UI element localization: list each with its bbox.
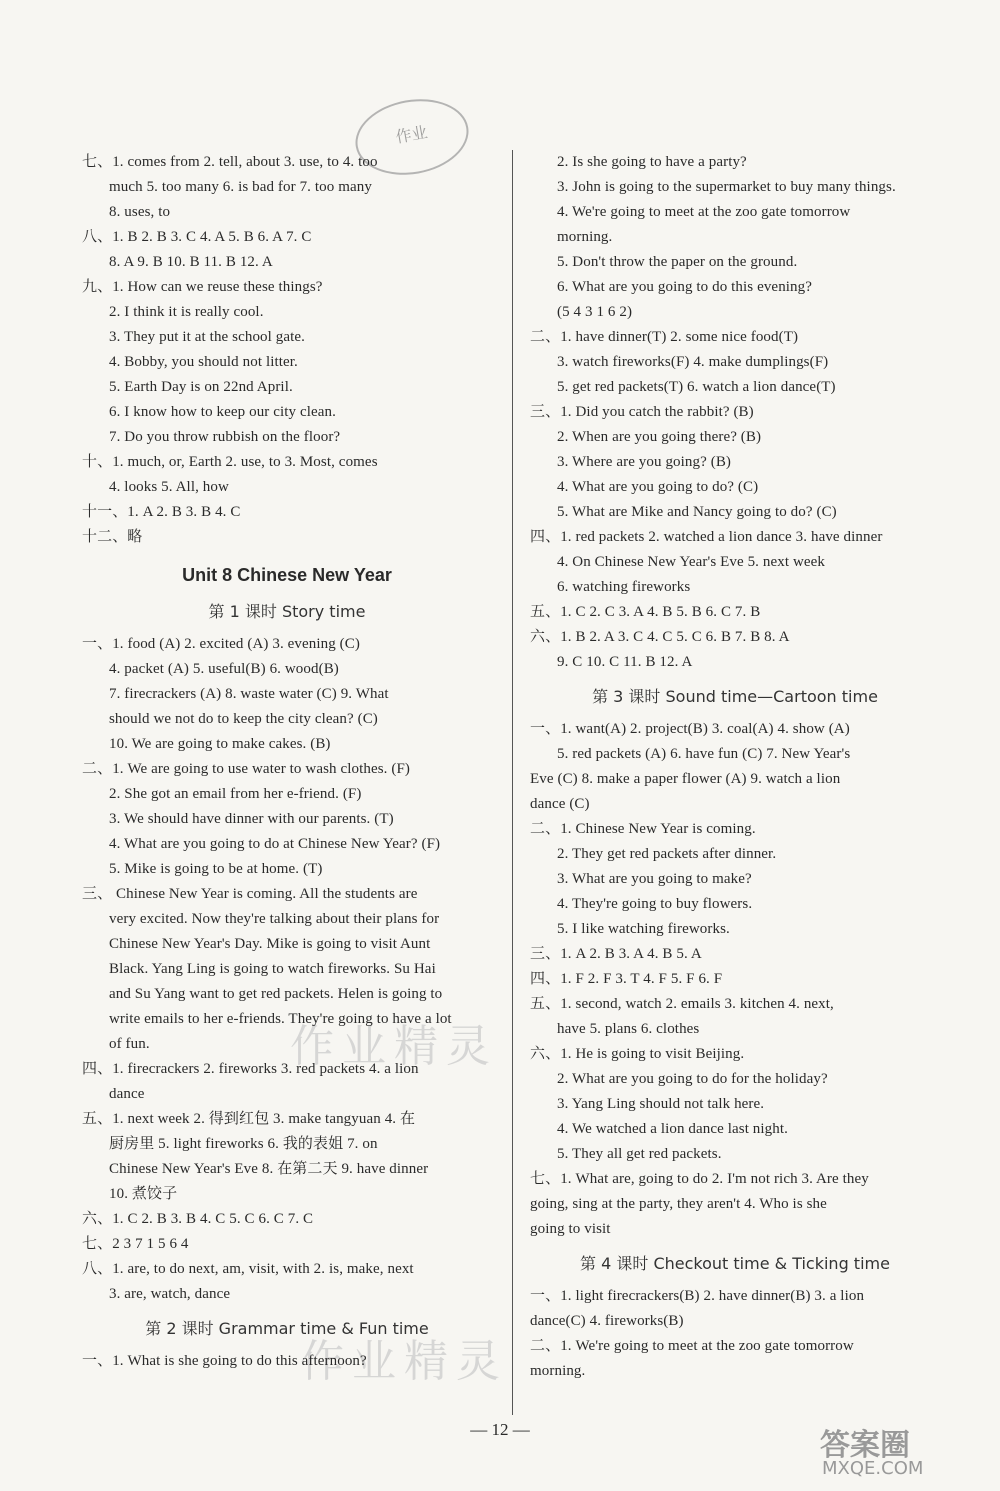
answer-line: 6. What are you going to do this evening?: [557, 279, 813, 295]
answer-line: 五、1. C 2. C 3. A 4. B 5. B 6. C 7. B: [530, 604, 761, 620]
answer-line: 5. red packets (A) 6. have fun (C) 7. New Year's: [557, 746, 851, 762]
answer-line: 4. What are you going to do at Chinese New Year? (F): [109, 836, 441, 852]
unit-title: Unit 8 Chinese New Year: [182, 565, 392, 585]
answer-line: 4. Bobby, you should not litter.: [109, 354, 298, 370]
answer-line: 十、1. much, or, Earth 2. use, to 3. Most, comes: [82, 454, 378, 470]
answer-line: 八、1. are, to do next, am, visit, with 2. is, make, next: [82, 1261, 414, 1277]
answer-line: 3. We should have dinner with our parents. (T): [109, 811, 394, 827]
answer-line: much 5. too many 6. is bad for 7. too many: [109, 179, 372, 195]
answer-line: 3. watch fireworks(F) 4. make dumplings(F): [557, 354, 829, 370]
site-logo: 答案圈: [820, 1428, 910, 1463]
page-number: — 12 —: [470, 1420, 530, 1439]
answer-line: 三、 Chinese New Year is coming. All the students are: [82, 886, 418, 902]
watermark: 作业精灵: [290, 1021, 498, 1072]
lesson-title: 第 1 课时 Story time: [208, 602, 366, 621]
answer-line: 二、1. We are going to use water to wash clothes. (F): [82, 761, 410, 777]
answer-line: 2. She got an email from her e-friend. (F): [109, 786, 362, 802]
answer-line: 一、1. light firecrackers(B) 2. have dinner(B) 3. a lion: [530, 1288, 865, 1304]
answer-line: (5 4 3 1 6 2): [557, 304, 633, 320]
answer-line: should we not do to keep the city clean? (C): [109, 711, 378, 727]
answer-line: 3. Where are you going? (B): [557, 454, 732, 470]
answer-line: 7. Do you throw rubbish on the floor?: [109, 429, 341, 445]
answer-line: write emails to her e-friends. They're going to have a lot: [109, 1011, 452, 1027]
answer-line: 二、1. Chinese New Year is coming.: [530, 821, 756, 837]
answer-line: going, sing at the party, they aren't 4. Who is she: [530, 1196, 827, 1212]
answer-line: morning.: [530, 1363, 586, 1379]
lesson-title: 第 2 课时 Grammar time & Fun time: [145, 1319, 429, 1338]
lesson-title: 第 4 课时 Checkout time & Ticking time: [580, 1254, 890, 1273]
answer-line: 一、1. food (A) 2. excited (A) 3. evening (C): [82, 636, 360, 652]
answer-line: 3. They put it at the school gate.: [109, 329, 305, 345]
answer-line: 三、1. Did you catch the rabbit? (B): [530, 404, 754, 420]
answer-line: 十二、略: [82, 529, 143, 545]
answer-line: 3. are, watch, dance: [109, 1286, 231, 1302]
answer-line: 八、1. B 2. B 3. C 4. A 5. B 6. A 7. C: [82, 229, 312, 245]
answer-line: 3. What are you going to make?: [557, 871, 752, 887]
answer-line: 5. get red packets(T) 6. watch a lion dance(T): [557, 379, 836, 395]
answer-line: 5. Earth Day is on 22nd April.: [109, 379, 293, 395]
answer-line: 4. What are you going to do? (C): [557, 479, 759, 495]
answer-line: 10. 煮饺子: [109, 1186, 178, 1202]
answer-line: 4. looks 5. All, how: [109, 479, 229, 495]
answer-line: morning.: [557, 229, 613, 245]
answer-line: 三、1. A 2. B 3. A 4. B 5. A: [530, 946, 702, 962]
answer-line: 七、1. comes from 2. tell, about 3. use, to 4. too: [82, 154, 378, 170]
answer-line: 3. Yang Ling should not talk here.: [557, 1096, 765, 1112]
answer-line: Chinese New Year's Day. Mike is going to visit Aunt: [109, 936, 431, 952]
answer-line: 六、1. C 2. B 3. B 4. C 5. C 6. C 7. C: [82, 1211, 314, 1227]
answer-line: 四、1. firecrackers 2. fireworks 3. red packets 4. a lion: [82, 1061, 419, 1077]
answer-line: going to visit: [530, 1221, 611, 1237]
answer-line: 2. They get red packets after dinner.: [557, 846, 777, 862]
answer-line: 4. On Chinese New Year's Eve 5. next week: [557, 554, 825, 570]
right-column: [530, 150, 940, 1384]
answer-line: 6. I know how to keep our city clean.: [109, 404, 336, 420]
answer-line: Chinese New Year's Eve 8. 在第二天 9. have dinner: [109, 1161, 429, 1177]
answer-line: 厨房里 5. light fireworks 6. 我的表姐 7. on: [109, 1136, 378, 1152]
answer-line: dance: [109, 1086, 145, 1102]
answer-line: 5. Don't throw the paper on the ground.: [557, 254, 798, 270]
answer-line: 4. They're going to buy flowers.: [557, 896, 753, 912]
answer-line: 8. uses, to: [109, 204, 171, 220]
answer-line: 8. A 9. B 10. B 11. B 12. A: [109, 254, 273, 270]
column-divider: [512, 150, 513, 1415]
answer-line: 五、1. next week 2. 得到红包 3. make tangyuan 4. 在: [82, 1111, 416, 1127]
answer-line: 四、1. red packets 2. watched a lion dance 3. have dinner: [530, 529, 883, 545]
answer-line: 十一、1. A 2. B 3. B 4. C: [82, 504, 241, 520]
answer-line: 5. They all get red packets.: [557, 1146, 722, 1162]
answer-line: 七、1. What are, going to do 2. I'm not rich 3. Are they: [530, 1171, 869, 1187]
answer-line: 二、1. have dinner(T) 2. some nice food(T): [530, 329, 799, 345]
answer-line: 7. firecrackers (A) 8. waste water (C) 9. What: [109, 686, 389, 702]
answer-line: dance (C): [530, 796, 590, 812]
answer-line: 5. Mike is going to be at home. (T): [109, 861, 323, 877]
answer-line: 七、2 3 7 1 5 6 4: [82, 1236, 189, 1252]
answer-line: 2. I think it is really cool.: [109, 304, 264, 320]
answer-line: dance(C) 4. fireworks(B): [530, 1313, 684, 1329]
homework-stamp: 作业: [349, 91, 474, 184]
answer-line: and Su Yang want to get red packets. Helen is going to: [109, 986, 443, 1002]
answer-line: have 5. plans 6. clothes: [557, 1021, 700, 1037]
answer-line: 2. What are you going to do for the holiday?: [557, 1071, 828, 1087]
lesson-title: 第 3 课时 Sound time—Cartoon time: [592, 687, 878, 706]
answer-line: 9. C 10. C 11. B 12. A: [557, 654, 693, 670]
answer-line: Black. Yang Ling is going to watch fireworks. Su Hai: [109, 961, 436, 977]
answer-line: very excited. Now they're talking about their plans for: [109, 911, 440, 927]
answer-line: 2. Is she going to have a party?: [557, 154, 747, 170]
watermark: 作业精灵: [300, 1336, 508, 1387]
answer-line: 二、1. We're going to meet at the zoo gate tomorrow: [530, 1338, 854, 1354]
answer-line: 五、1. second, watch 2. emails 3. kitchen 4. next,: [530, 996, 834, 1012]
answer-line: of fun.: [109, 1036, 150, 1052]
answer-line: 3. John is going to the supermarket to buy many things.: [557, 179, 896, 195]
answer-line: 一、1. What is she going to do this afternoon?: [82, 1353, 367, 1369]
left-column: [82, 150, 492, 1374]
answer-line: 六、1. He is going to visit Beijing.: [530, 1046, 745, 1062]
answer-line: 一、1. want(A) 2. project(B) 3. coal(A) 4. show (A): [530, 721, 850, 737]
answer-line: 5. What are Mike and Nancy going to do? (C): [557, 504, 837, 520]
answer-line: 6. watching fireworks: [557, 579, 691, 595]
site-logo-domain: MXQE.COM: [822, 1458, 924, 1479]
answer-line: 4. We watched a lion dance last night.: [557, 1121, 788, 1137]
answer-line: 4. We're going to meet at the zoo gate tomorrow: [557, 204, 851, 220]
answer-line: 5. I like watching fireworks.: [557, 921, 730, 937]
answer-line: 六、1. B 2. A 3. C 4. C 5. C 6. B 7. B 8. A: [530, 629, 790, 645]
answer-line: 10. We are going to make cakes. (B): [109, 736, 331, 752]
answer-line: 4. packet (A) 5. useful(B) 6. wood(B): [109, 661, 339, 677]
answer-line: 2. When are you going there? (B): [557, 429, 762, 445]
answer-line: Eve (C) 8. make a paper flower (A) 9. watch a lion: [530, 771, 841, 787]
answer-line: 九、1. How can we reuse these things?: [82, 279, 323, 295]
answer-line: 四、1. F 2. F 3. T 4. F 5. F 6. F: [530, 971, 723, 987]
